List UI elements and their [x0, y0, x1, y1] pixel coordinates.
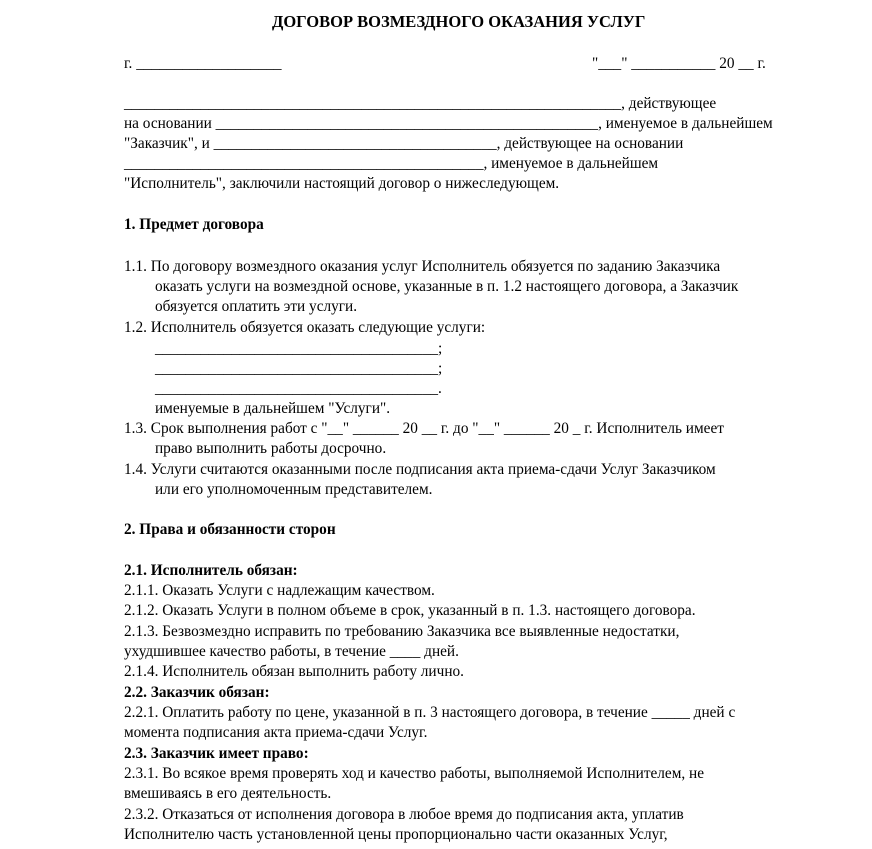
services-blank: _____________________________________. — [155, 380, 442, 397]
clause-2-1-1: 2.1.1. Оказать Услуги с надлежащим качеством. — [124, 582, 435, 599]
clause-1-2: 1.2. Исполнитель обязуется оказать следующие услуги: — [124, 319, 486, 336]
services-named: именуемые в дальнейшем "Услуги". — [155, 400, 391, 417]
services-blank: _____________________________________; — [155, 360, 443, 377]
clause-2-1-heading: 2.1. Исполнитель обязан: — [124, 562, 298, 579]
clause-2-1-3: ухудшившее качество работы, в течение ____ дней. — [124, 643, 459, 660]
city-line: г. ___________________ — [124, 55, 282, 72]
clause-1-1: обязуется оплатить эти услуги. — [155, 298, 358, 315]
clause-2-1-2: 2.1.2. Оказать Услуги в полном объеме в срок, указанный в п. 1.3. настоящего договора. — [124, 602, 696, 619]
clause-1-3: 1.3. Срок выполнения работ с "__" ______ 20 __ г. до "__" ______ 20 _ г. Исполнитель имеет — [124, 420, 724, 437]
date-line: "___" ___________ 20 __ г. — [592, 55, 766, 72]
clause-2-3-2: Исполнителю часть установленной цены пропорционально части оказанных Услуг, — [124, 826, 668, 843]
clause-1-4: или его уполномоченным представителем. — [155, 481, 433, 498]
clause-2-3-1: вмешиваясь в его деятельность. — [124, 785, 332, 802]
section-2-heading: 2. Права и обязанности сторон — [124, 521, 336, 538]
section-1-heading: 1. Предмет договора — [124, 216, 264, 233]
clause-1-1: оказать услуги на возмездной основе, указанные в п. 1.2 настоящего договора, а Заказчик — [155, 278, 739, 295]
clause-1-1: 1.1. По договору возмездного оказания услуг Исполнитель обязуется по заданию Заказчика — [124, 258, 721, 275]
clause-2-1-4: 2.1.4. Исполнитель обязан выполнить работу лично. — [124, 663, 464, 680]
clause-1-4: 1.4. Услуги считаются оказанными после подписания акта приема-сдачи Услуг Заказчиком — [124, 461, 716, 478]
clause-2-1-3: 2.1.3. Безвозмездно исправить по требованию Заказчика все выявленные недостатки, — [124, 623, 680, 640]
services-blank: _____________________________________; — [155, 340, 443, 357]
preamble-line: на основании __________________________________________________, именуемое в дальнейшем — [124, 115, 773, 132]
clause-2-2-heading: 2.2. Заказчик обязан: — [124, 684, 270, 701]
document-title: ДОГОВОР ВОЗМЕЗДНОГО ОКАЗАНИЯ УСЛУГ — [272, 12, 646, 31]
preamble-line: _______________________________________________, именуемое в дальнейшем — [124, 155, 659, 172]
clause-2-3-2: 2.3.2. Отказаться от исполнения договора в любое время до подписания акта, уплатив — [124, 806, 684, 823]
clause-2-3-1: 2.3.1. Во всякое время проверять ход и качество работы, выполняемой Исполнителем, не — [124, 765, 705, 782]
preamble-line: "Заказчик", и _____________________________________, действующее на основании — [124, 135, 684, 152]
clause-2-2-1: 2.2.1. Оплатить работу по цене, указанной в п. 3 настоящего договора, в течение _____ дней с — [124, 704, 736, 721]
clause-2-2-1: момента подписания акта приема-сдачи Услуг. — [124, 724, 428, 741]
preamble-line: "Исполнитель", заключили настоящий договор о нижеследующем. — [124, 175, 560, 192]
preamble-line: _________________________________________________________________, действующее — [124, 95, 717, 112]
clause-2-3-heading: 2.3. Заказчик имеет право: — [124, 745, 309, 762]
clause-1-3: право выполнить работы досрочно. — [155, 440, 387, 457]
